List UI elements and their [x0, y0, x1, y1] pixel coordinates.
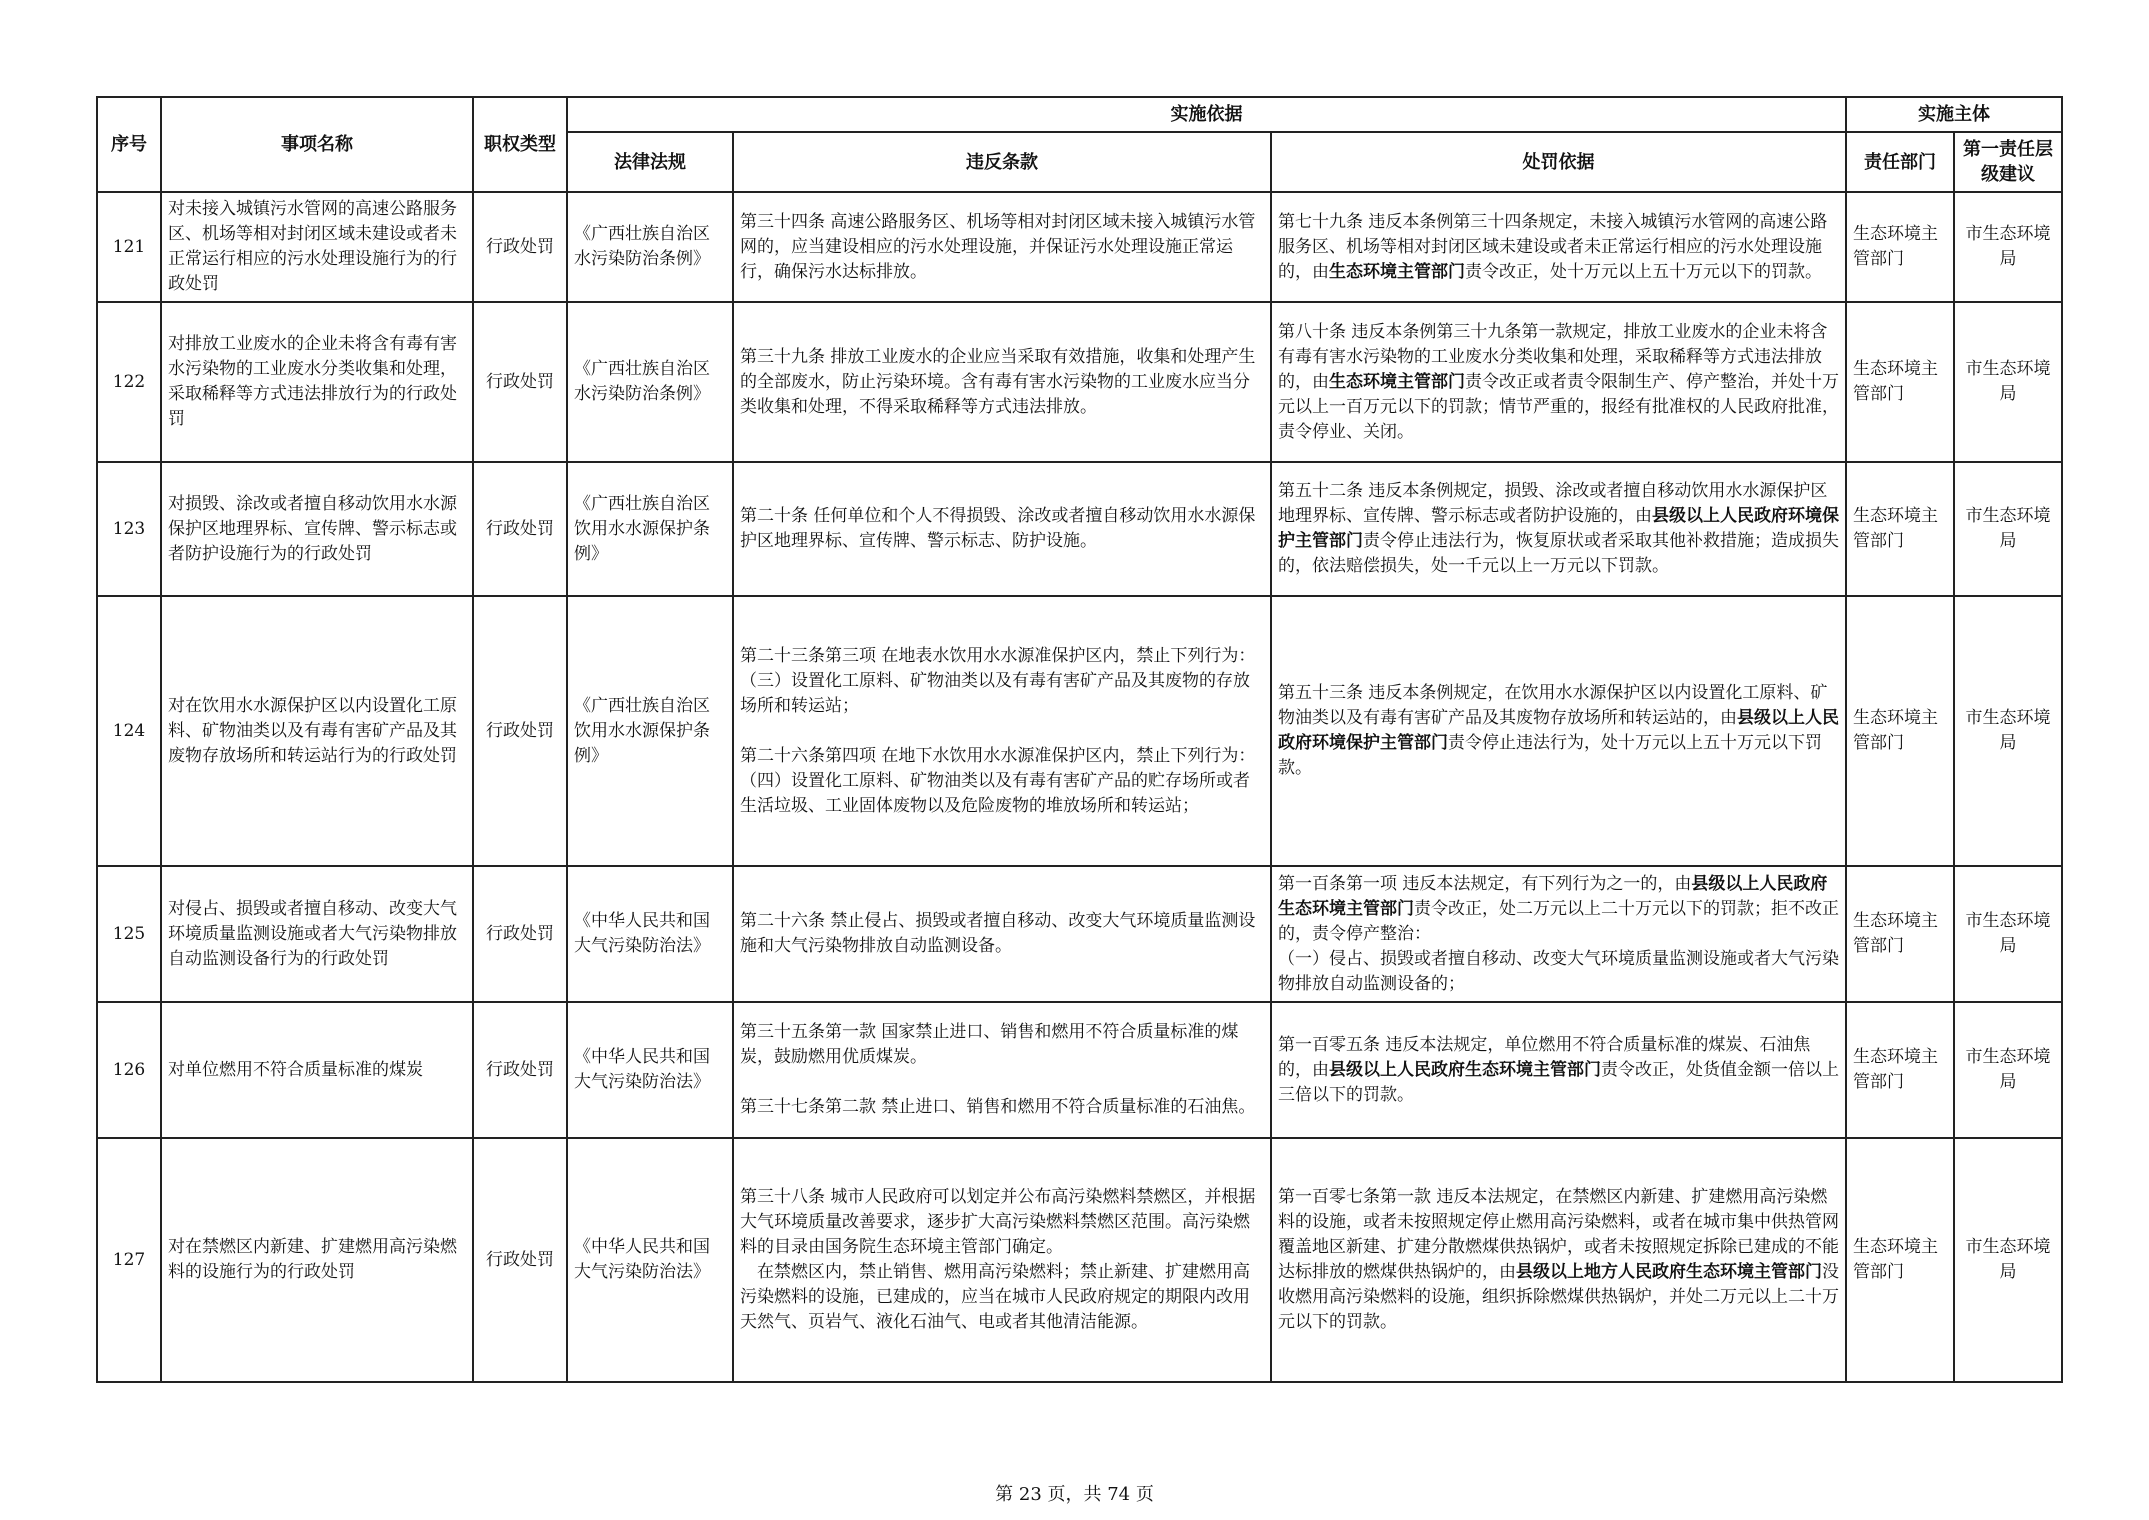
row-power-type: 行政处罚: [473, 462, 567, 596]
header-item-name: 事项名称: [161, 97, 473, 192]
row-violation: 第二十条 任何单位和个人不得损毁、涂改或者擅自移动饮用水水源保护区地理界标、宣传牌、警示标志、防护设施。: [733, 462, 1271, 596]
penalty-text-pre: 第八十条 违反本条例第三十九条第一款规定，排放工业废水的企业未将含有毒有害水污染物的工业废水分类收集和处理，采取稀释等方式违法排放的，由: [1278, 321, 1828, 392]
row-dept: 生态环境主管部门: [1846, 866, 1954, 1002]
header-violation: 违反条款: [733, 132, 1271, 192]
table-row: [97, 1002, 2062, 1138]
header-subject-group: 实施主体: [1846, 97, 2062, 132]
row-law: 《广西壮族自治区饮用水水源保护条例》: [567, 462, 733, 596]
header-seq: 序号: [97, 97, 161, 192]
row-power-type: 行政处罚: [473, 1138, 567, 1382]
row-power-type: 行政处罚: [473, 192, 567, 302]
penalty-authority: 县级以上人民政府生态环境主管部门: [1278, 873, 1828, 919]
row-item-name: 对未接入城镇污水管网的高速公路服务区、机场等相对封闭区域未建设或者未正常运行相应的污水处理设施行为的行政处罚: [161, 192, 473, 302]
penalty-authority: 生态环境主管部门: [1329, 261, 1465, 282]
row-dept: 生态环境主管部门: [1846, 1002, 1954, 1138]
penalty-text-pre: 第七十九条 违反本条例第三十四条规定，未接入城镇污水管网的高速公路服务区、机场等相对封闭区域未建设或者未正常运行相应的污水处理设施的，由: [1278, 211, 1828, 282]
row-item-name: 对损毁、涂改或者擅自移动饮用水水源保护区地理界标、宣传牌、警示标志或者防护设施行为的行政处罚: [161, 462, 473, 596]
row-penalty-basis: [1271, 462, 1846, 596]
row-level: 市生态环境局: [1954, 1002, 2062, 1138]
row-dept: 生态环境主管部门: [1846, 596, 1954, 866]
row-item-name: 对侵占、损毁或者擅自移动、改变大气环境质量监测设施或者大气污染物排放自动监测设备行为的行政处罚: [161, 866, 473, 1002]
row-seq: 125: [97, 866, 161, 1002]
penalty-authority: 县级以上人民政府生态环境主管部门: [1329, 1059, 1601, 1080]
row-item-name: 对在饮用水水源保护区以内设置化工原料、矿物油类以及有毒有害矿产品及其废物存放场所和转运站行为的行政处罚: [161, 596, 473, 866]
penalty-authority: 生态环境主管部门: [1329, 371, 1465, 392]
row-item-name: 对单位燃用不符合质量标准的煤炭: [161, 1002, 473, 1138]
penalty-text-pre: 第五十二条 违反本条例规定，损毁、涂改或者擅自移动饮用水水源保护区地理界标、宣传牌、警示标志或者防护设施的，由: [1278, 481, 1828, 526]
row-item-name: 对在禁燃区内新建、扩建燃用高污染燃料的设施行为的行政处罚: [161, 1138, 473, 1382]
row-level: 市生态环境局: [1954, 866, 2062, 1002]
row-seq: 126: [97, 1002, 161, 1138]
row-power-type: 行政处罚: [473, 1002, 567, 1138]
row-dept: 生态环境主管部门: [1846, 302, 1954, 462]
penalty-text-pre: 第一百条第一项 违反本法规定，有下列行为之一的，由: [1278, 873, 1692, 894]
row-penalty-basis: [1271, 866, 1846, 1002]
row-law: 《中华人民共和国大气污染防治法》: [567, 1002, 733, 1138]
page-number: 第 23 页，共 74 页: [995, 1484, 1154, 1505]
row-level: 市生态环境局: [1954, 302, 2062, 462]
table-row: [97, 596, 2062, 866]
penalty-authority: 县级以上人民政府环境保护主管部门: [1278, 708, 1839, 753]
table-row: [97, 302, 2062, 462]
row-seq: 122: [97, 302, 161, 462]
penalty-text-post: 没收燃用高污染燃料的设施，组织拆除燃煤供热锅炉，并处二万元以上二十万元以下的罚款。: [1278, 1262, 1839, 1332]
row-seq: 121: [97, 192, 161, 302]
header-level: 第一责任层级建议: [1954, 132, 2062, 192]
row-item-name: 对排放工业废水的企业未将含有毒有害水污染物的工业废水分类收集和处理，采取稀释等方式违法排放行为的行政处罚: [161, 302, 473, 462]
row-seq: 123: [97, 462, 161, 596]
row-law: 《中华人民共和国大气污染防治法》: [567, 1138, 733, 1382]
table-row: [97, 866, 2062, 1002]
penalty-text-post: 责令改正，处二万元以上二十万元以下的罚款；拒不改正的，责令停产整治： （一）侵占、损毁或者擅自移动、改变大气环境质量监测设施或者大气污染物排放自动监测设备的；: [1278, 898, 1839, 994]
row-power-type: 行政处罚: [473, 596, 567, 866]
row-penalty-basis: [1271, 596, 1846, 866]
table-row: [97, 192, 2062, 302]
row-law: 《广西壮族自治区水污染防治条例》: [567, 302, 733, 462]
row-violation: 第三十九条 排放工业废水的企业应当采取有效措施，收集和处理产生的全部废水，防止污染环境。含有毒有害水污染物的工业废水应当分类收集和处理，不得采取稀释等方式违法排放。: [733, 302, 1271, 462]
row-seq: 124: [97, 596, 161, 866]
table-row: [97, 1138, 2062, 1382]
row-level: 市生态环境局: [1954, 462, 2062, 596]
header-power-type: 职权类型: [473, 97, 567, 192]
row-dept: 生态环境主管部门: [1846, 1138, 1954, 1382]
header-basis-group: 实施依据: [567, 97, 1846, 132]
row-power-type: 行政处罚: [473, 302, 567, 462]
row-penalty-basis: [1271, 302, 1846, 462]
penalty-table: [96, 96, 2063, 1383]
row-law: 《广西壮族自治区水污染防治条例》: [567, 192, 733, 302]
penalty-text-post: 责令改正，处货值金额一倍以上三倍以下的罚款。: [1278, 1059, 1839, 1105]
row-level: 市生态环境局: [1954, 596, 2062, 866]
row-level: 市生态环境局: [1954, 1138, 2062, 1382]
row-violation: 第三十五条第一款 国家禁止进口、销售和燃用不符合质量标准的煤炭，鼓励燃用优质煤炭。 第三十七条第二款 禁止进口、销售和燃用不符合质量标准的石油焦。: [733, 1002, 1271, 1138]
row-violation: 第二十三条第三项 在地表水饮用水水源准保护区内，禁止下列行为： （三）设置化工原料、矿物油类以及有毒有害矿产品及其废物的存放场所和转运站； 第二十六条第四项 在地下水饮用水水源准保护区内，禁止下列行为： （四）设置化工原料、矿物油类以及有毒有害矿产品的贮存场所或者生活垃圾、工业固体废物以及危险废物的堆放场所和转运站；: [733, 596, 1271, 866]
header-penalty-basis: 处罚依据: [1271, 132, 1846, 192]
row-seq: 127: [97, 1138, 161, 1382]
row-penalty-basis: [1271, 1138, 1846, 1382]
penalty-text-post: 责令停止违法行为，恢复原状或者采取其他补救措施；造成损失的，依法赔偿损失，处一千元以上一万元以下罚款。: [1278, 531, 1839, 576]
penalty-text-pre: 第一百零七条第一款 违反本法规定，在禁燃区内新建、扩建燃用高污染燃料的设施，或者未按照规定停止燃用高污染燃料，或者在城市集中供热管网覆盖地区新建、扩建分散燃煤供热锅炉，或者未按照规定拆除已建成的不能达标排放的燃煤供热锅炉的，由: [1278, 1187, 1839, 1282]
penalty-text-post: 责令改正或者责令限制生产、停产整治，并处十万元以上一百万元以下的罚款；情节严重的，报经有批准权的人民政府批准，责令停业、关闭。: [1278, 371, 1839, 442]
row-violation: 第三十八条 城市人民政府可以划定并公布高污染燃料禁燃区，并根据大气环境质量改善要求，逐步扩大高污染燃料禁燃区范围。高污染燃料的目录由国务院生态环境主管部门确定。 在禁燃区内，禁止销售、燃用高污染燃料；禁止新建、扩建燃用高污染燃料的设施，已建成的，应当在城市人民政府规定的期限内改用天然气、页岩气、液化石油气、电或者其他清洁能源。: [733, 1138, 1271, 1382]
row-dept: 生态环境主管部门: [1846, 192, 1954, 302]
row-power-type: 行政处罚: [473, 866, 567, 1002]
penalty-text-post: 责令改正，处十万元以上五十万元以下的罚款。: [1465, 261, 1822, 282]
table-row: [97, 462, 2062, 596]
row-law: 《中华人民共和国大气污染防治法》: [567, 866, 733, 1002]
penalty-text-pre: 第一百零五条 违反本法规定，单位燃用不符合质量标准的煤炭、石油焦的，由: [1278, 1034, 1811, 1080]
row-penalty-basis: [1271, 192, 1846, 302]
row-dept: 生态环境主管部门: [1846, 462, 1954, 596]
penalty-text-post: 责令停止违法行为，处十万元以上五十万元以下罚款。: [1278, 733, 1822, 778]
row-violation: 第二十六条 禁止侵占、损毁或者擅自移动、改变大气环境质量监测设施和大气污染物排放自动监测设备。: [733, 866, 1271, 1002]
row-violation: 第三十四条 高速公路服务区、机场等相对封闭区域未接入城镇污水管网的，应当建设相应的污水处理设施，并保证污水处理设施正常运行，确保污水达标排放。: [733, 192, 1271, 302]
header-dept: 责任部门: [1846, 132, 1954, 192]
penalty-text-pre: 第五十三条 违反本条例规定，在饮用水水源保护区以内设置化工原料、矿物油类以及有毒有害矿产品及其废物存放场所和转运站的，由: [1278, 683, 1828, 728]
penalty-authority: 县级以上地方人民政府生态环境主管部门: [1516, 1262, 1822, 1282]
row-penalty-basis: [1271, 1002, 1846, 1138]
header-law: 法律法规: [567, 132, 733, 192]
row-law: 《广西壮族自治区饮用水水源保护条例》: [567, 596, 733, 866]
row-level: 市生态环境局: [1954, 192, 2062, 302]
penalty-authority: 县级以上人民政府环境保护主管部门: [1278, 506, 1839, 551]
